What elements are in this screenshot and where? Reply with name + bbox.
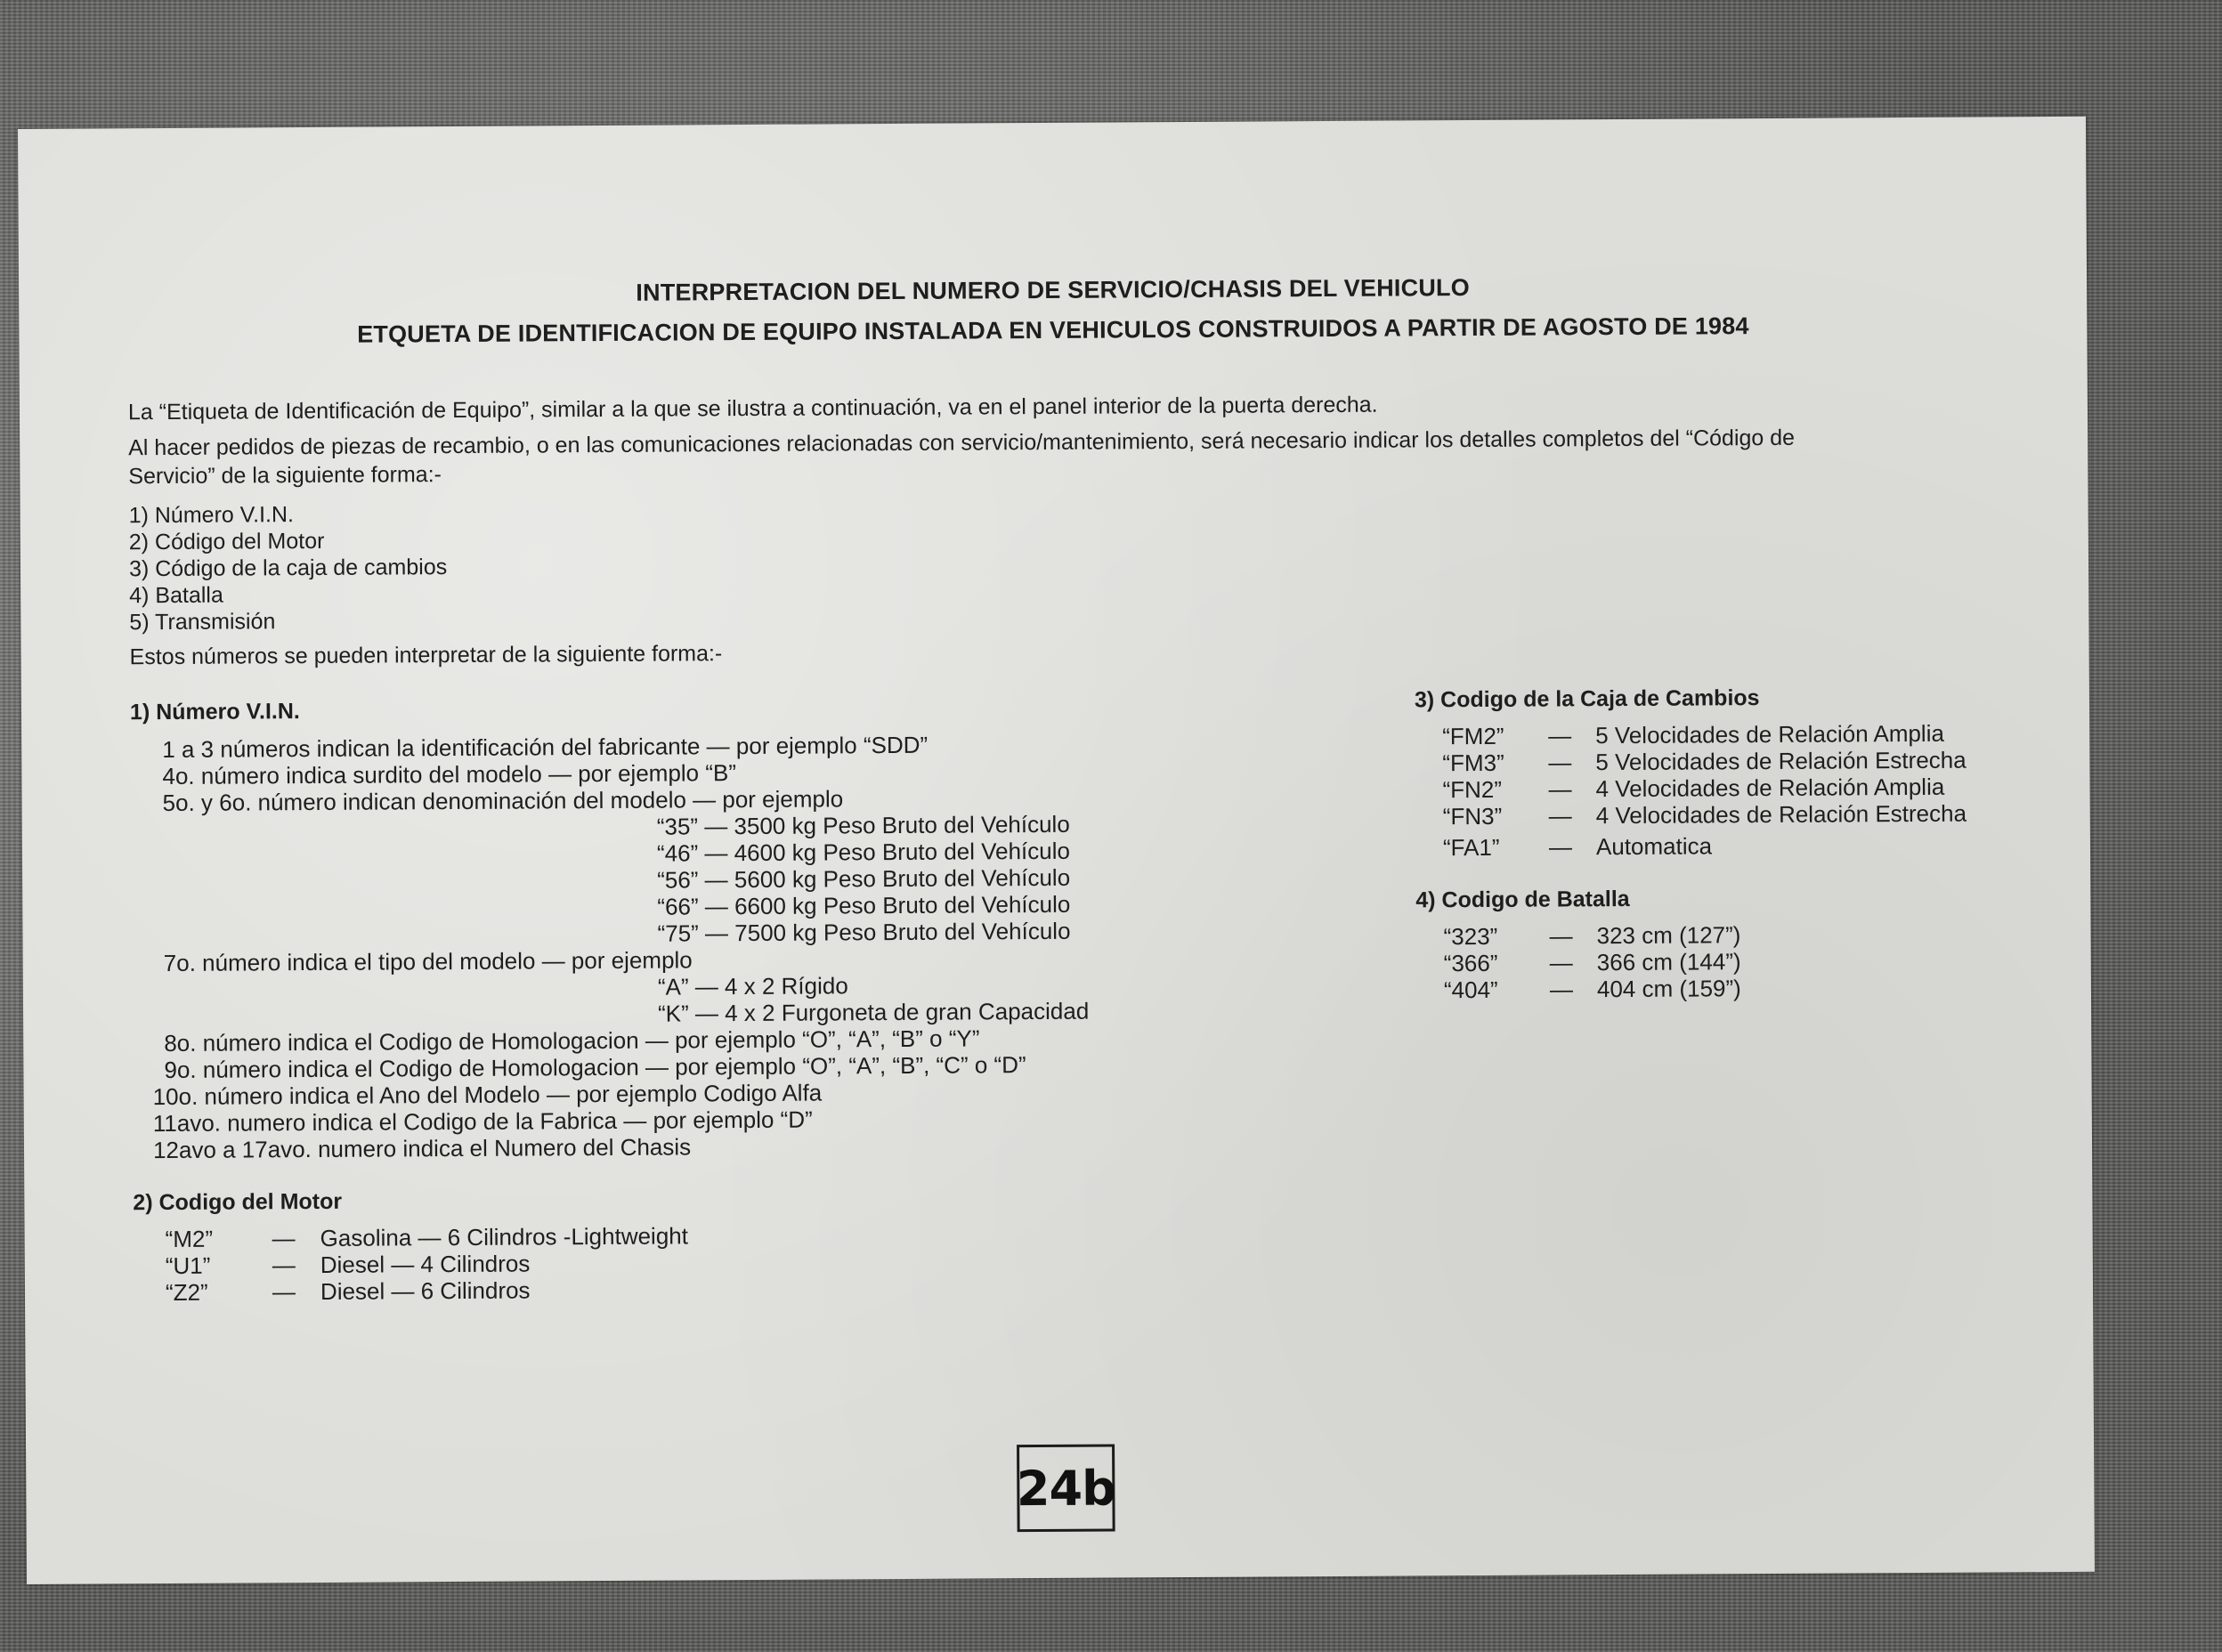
- document-card: [18, 117, 2095, 1584]
- wheelbase-dash: —: [1549, 922, 1573, 950]
- gearbox-desc: 4 Velocidades de Relación Estrecha: [1595, 799, 1967, 830]
- page-number-stamp: 24b: [1017, 1445, 1115, 1533]
- wheelbase-code: “366”: [1443, 949, 1498, 977]
- vin-line: 1 a 3 números indican la identificación del fabricante — por ejemplo “SDD”: [162, 731, 929, 764]
- wheelbase-desc: 323 cm (127”): [1596, 921, 1741, 950]
- wheelbase-desc: 404 cm (159”): [1596, 975, 1741, 1003]
- wheelbase-dash: —: [1549, 949, 1573, 976]
- vin-line: 12avo a 17avo. numero indica el Numero del Chasis: [152, 1133, 692, 1164]
- document-title: INTERPRETACION DEL NUMERO DE SERVICIO/CHASIS DEL VEHICULO: [636, 274, 1470, 306]
- gearbox-desc: 5 Velocidades de Relación Amplia: [1595, 719, 1944, 749]
- gearbox-dash: —: [1548, 833, 1573, 861]
- motor-desc: Diesel — 6 Cilindros: [320, 1276, 531, 1305]
- gearbox-code: “FM2”: [1442, 722, 1504, 750]
- gearbox-dash: —: [1548, 802, 1572, 830]
- type-example: “A” — 4 x 2 Rígido: [657, 972, 848, 1000]
- weight-example: “46” — 4600 kg Peso Bruto del Vehículo: [656, 837, 1071, 867]
- list-item: 2) Código del Motor: [128, 528, 325, 555]
- motor-code: “Z2”: [165, 1278, 208, 1307]
- wheelbase-code: “404”: [1443, 976, 1498, 1004]
- intro-paragraph-1: La “Etiqueta de Identificación de Equipo”, similar a la que se ilustra a continuación, va en el panel interior de la puerta derecha.: [127, 392, 1378, 425]
- motor-code: “U1”: [165, 1251, 211, 1280]
- motor-desc: Gasolina — 6 Cilindros -Lightweight: [320, 1222, 689, 1251]
- motor-dash: —: [272, 1225, 296, 1252]
- list-item: 1) Número V.I.N.: [128, 502, 295, 529]
- intro-paragraph-2: Al hacer pedidos de piezas de recambio, o en las comunicaciones relacionadas con servicio/mantenimiento, será necesario indicar los detalles completos del “Código de Servicio” de la siguiente forma:-: [128, 425, 1796, 490]
- vin-line: 8o. número indica el Codigo de Homologacion — por ejemplo “O”, “A”, “B” o “Y”: [164, 1024, 980, 1057]
- type-example: “K” — 4 x 2 Furgoneta de gran Capacidad: [657, 997, 1090, 1027]
- gearbox-code: “FA1”: [1442, 833, 1500, 862]
- list-item: 4) Batalla: [129, 582, 223, 609]
- vin-line: 5o. y 6o. número indican denominación del modelo — por ejemplo: [162, 785, 844, 817]
- motor-heading: 2) Codigo del Motor: [133, 1188, 343, 1216]
- gearbox-desc: 5 Velocidades de Relación Estrecha: [1595, 746, 1967, 776]
- wheelbase-heading: 4) Codigo de Batalla: [1415, 886, 1630, 913]
- gearbox-dash: —: [1548, 775, 1572, 803]
- gearbox-heading: 3) Codigo de la Caja de Cambios: [1414, 685, 1760, 713]
- vin-line: 4o. número indica surdito del modelo — por ejemplo “B”: [162, 759, 737, 790]
- gearbox-code: “FM3”: [1442, 749, 1504, 777]
- gearbox-dash: —: [1548, 749, 1572, 776]
- weight-example: “66” — 6600 kg Peso Bruto del Vehículo: [657, 890, 1071, 920]
- list-item: 3) Código de la caja de cambios: [128, 555, 448, 582]
- gearbox-desc: 4 Velocidades de Relación Amplia: [1595, 773, 1945, 803]
- wheelbase-desc: 366 cm (144”): [1596, 948, 1741, 976]
- motor-dash: —: [272, 1251, 296, 1279]
- vin-line: 11avo. numero indica el Codigo de la Fabrica — por ejemplo “D”: [152, 1105, 813, 1138]
- motor-code: “M2”: [165, 1225, 214, 1253]
- motor-desc: Diesel — 4 Cilindros: [320, 1250, 531, 1278]
- weight-example: “56” — 5600 kg Peso Bruto del Vehículo: [657, 863, 1071, 894]
- gearbox-desc: Automatica: [1595, 832, 1713, 861]
- weight-example: “35” — 3500 kg Peso Bruto del Vehículo: [656, 810, 1070, 840]
- vin-line: 7o. número indica el tipo del modelo — por ejemplo: [163, 946, 693, 977]
- intro-paragraph-3: Estos números se pueden interpretar de la siguiente forma:-: [129, 641, 723, 670]
- document-subtitle: ETQUETA DE IDENTIFICACION DE EQUIPO INSTALADA EN VEHICULOS CONSTRUIDOS A PARTIR DE AGOSTO DE 1984: [357, 312, 1749, 348]
- wheelbase-dash: —: [1549, 976, 1574, 1003]
- motor-dash: —: [272, 1278, 296, 1306]
- gearbox-dash: —: [1548, 722, 1572, 749]
- vin-line: 10o. número indica el Ano del Modelo — por ejemplo Codigo Alfa: [152, 1079, 823, 1111]
- gearbox-code: “FN3”: [1442, 802, 1503, 830]
- weight-example: “75” — 7500 kg Peso Bruto del Vehículo: [657, 917, 1071, 947]
- service-code-list: [129, 500, 448, 636]
- vin-heading: 1) Número V.I.N.: [129, 699, 300, 725]
- gearbox-code: “FN2”: [1442, 775, 1503, 804]
- vin-line: 9o. número indica el Codigo de Homologacion — por ejemplo “O”, “A”, “B”, “C” o “D”: [164, 1051, 1026, 1084]
- wheelbase-code: “323”: [1443, 922, 1498, 951]
- list-item: 5) Transmisión: [129, 609, 276, 636]
